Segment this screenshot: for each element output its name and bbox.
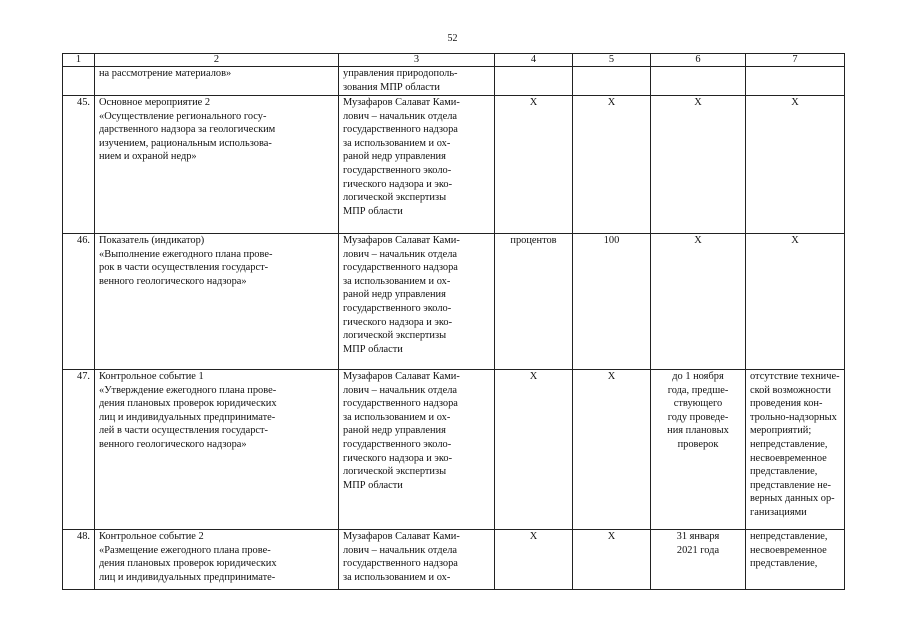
responsible-person-line: Музафаров Салават Ками-	[343, 235, 460, 246]
responsible-person-line: за использованием и ох-	[343, 137, 451, 149]
risks-line: непредставление,	[750, 438, 828, 450]
risks-cell	[746, 67, 845, 96]
page-number: 52	[447, 33, 458, 44]
table-row	[63, 530, 845, 590]
deadline-line: ния плановых	[667, 425, 729, 437]
value-cell: X	[573, 370, 651, 530]
row-number: 45.	[63, 96, 95, 234]
activity-name-line: венного геологического надзора»	[99, 275, 247, 287]
activity-name-line: «Выполнение ежегодного плана прове-	[99, 248, 273, 260]
risks-line: представление не-	[750, 479, 831, 491]
table-body	[63, 67, 845, 590]
deadline-line: году проведе-	[667, 411, 729, 423]
responsible-person-line: МПР области	[343, 205, 403, 217]
responsible-person-line: государственного надзора	[343, 262, 458, 274]
deadline-cell	[651, 370, 746, 530]
deadline-line: X	[694, 97, 702, 108]
table-row	[63, 67, 845, 96]
responsible-person-line: МПР области	[343, 479, 403, 491]
responsible-person	[339, 530, 495, 590]
table-row	[63, 96, 845, 234]
responsible-person-line: за использованием и ох-	[343, 411, 451, 423]
activity-name-line: нием и охраной недр»	[99, 151, 197, 163]
activity-name-line: Показатель (индикатор)	[99, 235, 205, 246]
deadline-cell	[651, 530, 746, 590]
responsible-person-line: государственного надзора	[343, 558, 458, 570]
responsible-person-line: Музафаров Салават Ками-	[343, 97, 460, 108]
responsible-person-line: гического надзора и эко-	[343, 316, 453, 328]
responsible-person-line: за использованием и ох-	[343, 275, 451, 287]
responsible-person-line: государственного надзора	[343, 124, 458, 136]
responsible-person	[339, 234, 495, 370]
deadline-line: до 1 ноября	[672, 371, 724, 382]
activity-name	[95, 67, 339, 96]
unit-cell: X	[495, 370, 573, 530]
activity-name	[95, 370, 339, 530]
activity-name-line: Контрольное событие 1	[99, 371, 204, 382]
activity-name-line: рок в части осуществления государст-	[99, 262, 269, 274]
risks-line: непредставление,	[750, 531, 828, 542]
column-header-2: 2	[95, 54, 339, 67]
responsible-person-line: лович – начальник отдела	[343, 248, 457, 260]
risks-line: отсутствие техниче-	[750, 371, 840, 382]
activity-name-line: дения плановых проверок юридических	[99, 398, 277, 410]
deadline-line: ствующего	[673, 398, 723, 410]
activity-name-line: дарственного надзора за геологическим	[99, 124, 276, 136]
unit-cell: X	[495, 530, 573, 590]
column-header-5: 5	[573, 54, 651, 67]
responsible-person-line: логической экспертизы	[343, 192, 447, 204]
responsible-person-line: раной недр управления	[343, 151, 446, 163]
value-cell: X	[573, 96, 651, 234]
activity-name-line: дения плановых проверок юридических	[99, 558, 277, 570]
responsible-person-line: МПР области	[343, 343, 403, 355]
row-number: 47.	[63, 370, 95, 530]
responsible-person-line: Музафаров Салават Ками-	[343, 531, 460, 542]
responsible-person-line: лович – начальник отдела	[343, 384, 457, 396]
responsible-person-line: логической экспертизы	[343, 466, 447, 478]
risks-line: X	[791, 97, 799, 108]
responsible-person-line: государственного эколо-	[343, 302, 452, 314]
activity-name-line: «Осуществление регионального госу-	[99, 110, 267, 122]
responsible-person-line: Музафаров Салават Ками-	[343, 371, 460, 382]
responsible-person	[339, 96, 495, 234]
deadline-cell	[651, 67, 746, 96]
activity-name-line: лиц и индивидуальных предпринимате-	[99, 571, 276, 583]
column-header-4: 4	[495, 54, 573, 67]
activity-name-line: лей в части осуществления государст-	[99, 425, 268, 437]
row-number	[63, 67, 95, 96]
responsible-person-line: гического надзора и эко-	[343, 452, 453, 464]
activity-name	[95, 234, 339, 370]
risks-line: ской возможности	[750, 384, 831, 396]
responsible-person-line: за использованием и ох-	[343, 571, 451, 583]
document-table	[62, 53, 845, 590]
deadline-cell	[651, 96, 746, 234]
activity-name-line: лиц и индивидуальных предпринимате-	[99, 411, 276, 423]
deadline-cell	[651, 234, 746, 370]
responsible-person-line: лович – начальник отдела	[343, 544, 457, 556]
responsible-person-line: государственного эколо-	[343, 438, 452, 450]
risks-line: X	[791, 235, 799, 246]
risks-line: несвоевременное	[750, 544, 827, 556]
responsible-person	[339, 67, 495, 96]
unit-cell: процентов	[495, 234, 573, 370]
risks-line: верных данных ор-	[750, 493, 835, 505]
activity-name-line: Контрольное событие 2	[99, 531, 204, 542]
risks-line: проведения кон-	[750, 398, 823, 410]
responsible-person	[339, 370, 495, 530]
responsible-person-line: государственного надзора	[343, 398, 458, 410]
responsible-person-line: гического надзора и эко-	[343, 178, 453, 190]
risks-line: трольно-надзорных	[750, 411, 837, 423]
table-row	[63, 370, 845, 530]
activity-name-line: «Утверждение ежегодного плана прове-	[99, 384, 277, 396]
responsible-person-line: лович – начальник отдела	[343, 110, 457, 122]
column-header-1: 1	[63, 54, 95, 67]
value-cell: 100	[573, 234, 651, 370]
risks-cell	[746, 96, 845, 234]
deadline-line: года, предше-	[667, 384, 729, 396]
responsible-person-line: раной недр управления	[343, 289, 446, 301]
responsible-person-line: управления природополь-	[343, 68, 458, 79]
deadline-line: 31 января	[676, 531, 720, 542]
header-row	[63, 54, 845, 67]
activity-name-line: изучением, рациональным использова-	[99, 137, 272, 149]
activity-name	[95, 96, 339, 234]
value-cell	[573, 67, 651, 96]
risks-line: представление,	[750, 558, 818, 570]
responsible-person-line: раной недр управления	[343, 425, 446, 437]
deadline-line: проверок	[677, 438, 719, 450]
table-row	[63, 234, 845, 370]
risks-cell	[746, 370, 845, 530]
value-cell: X	[573, 530, 651, 590]
row-number: 48.	[63, 530, 95, 590]
responsible-person-line: логической экспертизы	[343, 330, 447, 342]
risks-cell	[746, 234, 845, 370]
column-header-7: 7	[746, 54, 845, 67]
activity-name-line: Основное мероприятие 2	[99, 97, 211, 108]
unit-cell	[495, 67, 573, 96]
unit-cell: X	[495, 96, 573, 234]
deadline-line: 2021 года	[676, 544, 720, 556]
activity-name	[95, 530, 339, 590]
risks-line: мероприятий;	[750, 425, 812, 437]
responsible-person-line: зования МПР области	[343, 81, 440, 93]
deadline-line: X	[694, 235, 702, 246]
activity-name-line: «Размещение ежегодного плана прове-	[99, 544, 271, 556]
column-header-6: 6	[651, 54, 746, 67]
row-number: 46.	[63, 234, 95, 370]
risks-line: ганизациями	[750, 506, 807, 518]
risks-cell	[746, 530, 845, 590]
responsible-person-line: государственного эколо-	[343, 164, 452, 176]
activity-name-line: на рассмотрение материалов»	[99, 68, 232, 79]
activity-name-line: венного геологического надзора»	[99, 438, 247, 450]
column-header-3: 3	[339, 54, 495, 67]
risks-line: несвоевременное	[750, 452, 827, 464]
risks-line: представление,	[750, 466, 818, 478]
